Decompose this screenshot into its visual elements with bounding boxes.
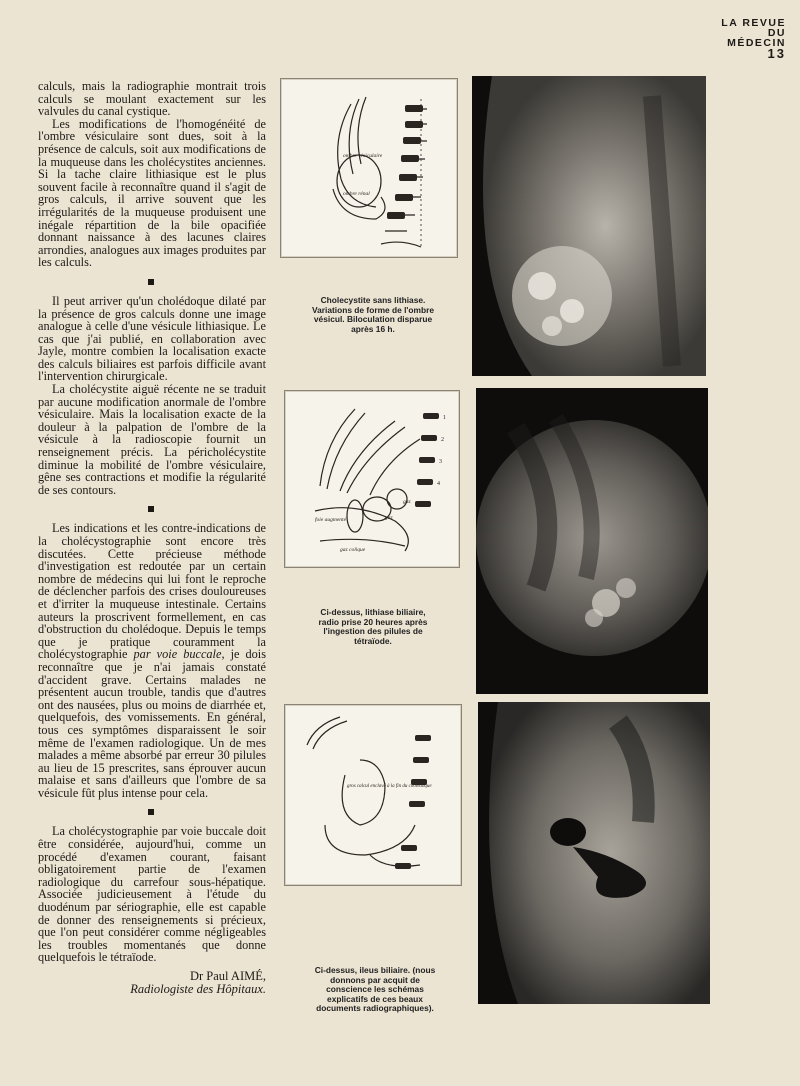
figure-1-caption: Cholecystite sans lithiase. Variations de forme de l'ombre vésicul. Biloculation disparue après 16 h.: [311, 295, 435, 334]
figure-1-label-kidney: ombre rénal: [343, 191, 370, 197]
article-paragraph-4: La cholécystite aiguë récente ne se traduit par aucune modification anormale de l'ombre vésiculaire. Mais la localisation exacte de la douleur à la palpation de l'ombre de la vésicule à la radioscopie fournit un renseignement précis. La péricholécystite diminue la mobilité de l'ombre vésiculaire, gêne ses contractions et modifie la régularité de ses contours.: [38, 382, 266, 497]
author-title: Radiologiste des Hôpitaux.: [130, 981, 266, 996]
article-paragraph-1: calculs, mais la radiographie montrait trois calculs se moulant exactement sur les valvules du canal cystique.: [38, 79, 266, 119]
article-paragraph-3: Il peut arriver qu'un cholédoque dilaté par la présence de gros calculs donne une image analogue à celle d'une vésicule lithiasique. Le cas que j'ai publié, en collaboration avec Jayle, montre combien la localisation exacte des calculs biliaires est parfois difficile avant l'intervention chirurgicale.: [38, 293, 266, 384]
masthead: [666, 18, 786, 59]
figure-2-label-2: 2: [441, 437, 444, 443]
article-emphasis: par voie buccale: [133, 647, 222, 662]
figure-2-label-gas-2: gaz: [403, 499, 411, 505]
figure-2-radiograph-image: [476, 388, 708, 694]
figure-1-radiograph-image: [472, 76, 706, 376]
section-separator-1: [38, 269, 266, 295]
article-paragraph-6: La cholécystographie par voie buccale doit être considérée, aujourd'hui, comme un procédé d'examen courant, faisant obligatoirement partie de l'examen radiologique du carrefour sous-hépatique. Associée judicieusement à l'étude du duodénum par sériographie, elle est capable de donner des renseignements si précieux, que l'on peut considérer comme négligeables les troubles momentanés que donne quelquefois le tétraïode.: [38, 824, 266, 965]
figure-2-radiograph: [476, 388, 708, 694]
figure-2-label-liver: foie augmenté: [315, 517, 347, 523]
figure-2-schematic: [284, 390, 460, 568]
article-paragraph-5-text: Les indications et les contre-indications de la cholécystographie sont encore très discutées. Cette précieuse méthode d'investigation est redoutée par un certain nombre de médecins qui lui font le reproche de déclencher parfois des crises douloureuses et d'irriter la muqueuse intestinale. Certains auteurs la proscrivent formellement, en cas d'obstruction du cholédoque. Depuis le temps que je pratique couramment la cholécystographie: [38, 521, 266, 662]
masthead-line-2: DU: [767, 27, 786, 39]
article-paragraph-2: Les modifications de l'homogénéité de l'ombre vésiculaire sont dues, soit à la présence de calculs, soit aux modifications de la muqueuse dans les cholécystites anciennes. Si la tache claire lithiasique est le plus souvent facile à reconnaître quand il s'agit de gros calculs, il arrive souvent que les irrégularités de la muqueuse produisent une inégale répartition de la bile opacifiée donnant naissance à des lacunes claires arrondies, analogues aux images produites par les calculs.: [38, 116, 266, 270]
section-separator-3: [38, 799, 266, 825]
figure-2-label-colic-gas: gaz colique: [340, 547, 366, 553]
author-name: Dr Paul AIMÉ,: [189, 969, 266, 983]
figure-2-label-gas-1: gaz: [385, 515, 393, 521]
article-paragraph-5-continued: , je dois reconnaître que je n'ai jamais constaté d'accident grave. Certains malades ne présentent aucun trouble, tandis que d'autres ont des nausées, plus ou moins de diarrhée et, quelquefois, des vomissements. En général, tous ces symptômes disparaissent le soir même de l'examen radiologique. Un de mes malades a même absorbé par erreur 30 pilules au lieu de 15 prescrites, sans éprouver aucun malaise et sans d'ailleurs que l'ombre de sa vésicule fût plus intense pour cela.: [38, 647, 266, 800]
figure-1-radiograph: [472, 76, 706, 376]
figure-2-schematic-drawing: [285, 391, 459, 567]
figure-3-radiograph-image: [478, 702, 710, 1004]
figure-2-label-1: 1: [443, 415, 446, 421]
figure-3-schematic: [284, 704, 462, 886]
section-separator-2: [38, 496, 266, 522]
masthead-line-1: LA REVUE: [721, 17, 786, 29]
figure-2-label-3: 3: [439, 459, 442, 465]
article-column: [38, 80, 266, 995]
page-number: 13: [767, 46, 786, 61]
masthead-line-3: MÉDECIN: [727, 37, 786, 49]
figure-3-label-calculus: gros calcul enclavé à la fin du cholédoque: [347, 784, 432, 789]
figure-3-radiograph: [478, 702, 710, 1004]
figure-2-caption: Ci-dessus, lithiase biliaire, radio prise 20 heures après l'ingestion des pilules de tétraïode.: [318, 607, 428, 646]
figure-3-caption: Ci-dessus, ileus biliaire. (nous donnons par acquit de conscience les schémas explicatifs de ces beaux documents radiographiques).: [314, 965, 436, 1014]
figure-1-schematic: [280, 78, 458, 258]
signature: [38, 970, 266, 995]
article-paragraph-5: [38, 522, 266, 799]
figure-3-schematic-drawing: [285, 705, 461, 885]
figure-1-schematic-drawing: [281, 79, 457, 257]
figure-1-label-gallbladder: ombre vésiculaire: [343, 153, 383, 159]
figure-2-label-4: 4: [437, 481, 440, 487]
